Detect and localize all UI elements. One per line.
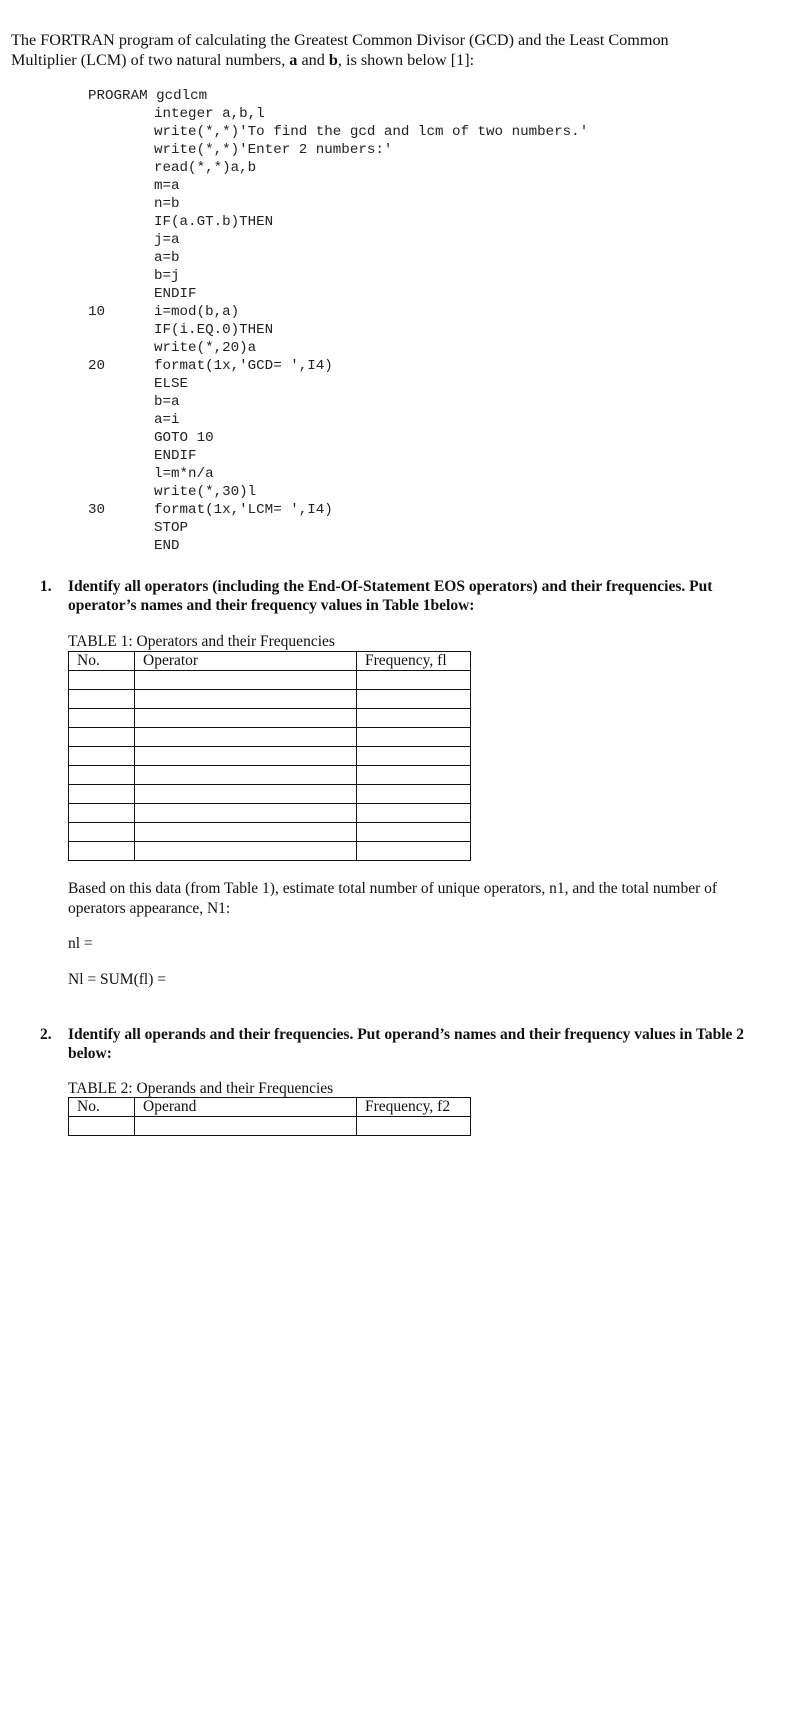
intro-paragraph	[11, 31, 731, 70]
table-1-cell-frequency[interactable]	[357, 823, 471, 842]
code-statement: write(*,*)'To find the gcd and lcm of two numbers.'	[154, 124, 589, 140]
code-statement: a=i	[154, 412, 180, 428]
code-statement: l=m*n/a	[154, 466, 214, 482]
table-1-cell-name[interactable]	[135, 842, 357, 861]
table-1-cell-no[interactable]	[69, 842, 135, 861]
table-2-header-row	[69, 1098, 471, 1117]
code-header-line	[0, 87, 208, 105]
table-1-cell-no[interactable]	[69, 823, 135, 842]
table-1-row	[69, 728, 471, 747]
intro-and: and	[297, 50, 329, 69]
code-statement-label: 20	[88, 358, 106, 374]
table-1-cell-frequency[interactable]	[357, 671, 471, 690]
code-statement: i=mod(b,a)	[154, 304, 240, 320]
table-1-header-frequency: Frequency, fl	[357, 652, 471, 671]
code-statement: n=b	[154, 196, 180, 212]
table-1-cell-name[interactable]	[135, 766, 357, 785]
table-1-row	[69, 785, 471, 804]
code-statement: format(1x,'LCM= ',I4)	[154, 502, 333, 518]
code-statement: GOTO 10	[154, 430, 214, 446]
table-2-header-frequency: Frequency, f2	[357, 1098, 471, 1117]
question-2-text: Identify all operands and their frequencies. Put operand’s names and their frequency values in Table 2 below:	[68, 1026, 745, 1062]
code-statement: integer a,b,l	[154, 106, 265, 122]
estimate-paragraph: Based on this data (from Table 1), estimate total number of unique operators, n1, and the total number of operators appearance, N1:	[68, 880, 718, 917]
table-1-header-row	[69, 652, 471, 671]
code-statement: a=b	[154, 250, 180, 266]
table-1-cell-frequency[interactable]	[357, 804, 471, 823]
table-1-cell-frequency[interactable]	[357, 709, 471, 728]
table-1-cell-name[interactable]	[135, 671, 357, 690]
table-1-cell-frequency[interactable]	[357, 690, 471, 709]
table-2-cell-no[interactable]	[69, 1117, 135, 1136]
table-2-cell-name[interactable]	[135, 1117, 357, 1136]
table-1-cell-no[interactable]	[69, 709, 135, 728]
table-1-cell-frequency[interactable]	[357, 766, 471, 785]
table-2-operands	[68, 1097, 471, 1136]
formula-N1-sum: Nl = SUM(fl) =	[68, 971, 166, 988]
table-1-operators	[68, 651, 471, 861]
table-1-cell-no[interactable]	[69, 728, 135, 747]
table-1-row	[69, 804, 471, 823]
table-2-header-no: No.	[69, 1098, 135, 1117]
code-statement: format(1x,'GCD= ',I4)	[154, 358, 333, 374]
table-1-cell-name[interactable]	[135, 823, 357, 842]
table-2-cell-frequency[interactable]	[357, 1117, 471, 1136]
code-statement-label: 10	[88, 304, 106, 320]
table-2-header-operand: Operand	[135, 1098, 357, 1117]
code-statement: ENDIF	[154, 286, 197, 302]
code-statement: IF(i.EQ.0)THEN	[154, 322, 274, 338]
question-1-number: 1.	[40, 578, 52, 595]
table-1-cell-name[interactable]	[135, 785, 357, 804]
code-program-header: PROGRAM gcdlcm	[88, 88, 208, 104]
table-1-cell-no[interactable]	[69, 671, 135, 690]
code-statement: b=a	[154, 394, 180, 410]
intro-text-1: The FORTRAN program of calculating the Greatest Common Divisor (GCD) and the Least Common Multiplier (LCM) of two natural numbers,	[11, 31, 669, 69]
code-statement: read(*,*)a,b	[154, 160, 257, 176]
code-statement: b=j	[154, 268, 180, 284]
table-2-caption: TABLE 2: Operands and their Frequencies	[68, 1080, 334, 1097]
code-statement: write(*,20)a	[154, 340, 257, 356]
table-1-cell-no[interactable]	[69, 766, 135, 785]
code-statement: m=a	[154, 178, 180, 194]
table-1-cell-no[interactable]	[69, 690, 135, 709]
table-1-cell-name[interactable]	[135, 709, 357, 728]
intro-var-a: a	[289, 50, 298, 69]
table-1-cell-frequency[interactable]	[357, 785, 471, 804]
table-1-row	[69, 690, 471, 709]
table-1-row	[69, 709, 471, 728]
table-1-cell-frequency[interactable]	[357, 842, 471, 861]
code-statement: ENDIF	[154, 448, 197, 464]
code-statement: ELSE	[154, 376, 189, 392]
intro-text-2: , is shown below [1]:	[337, 50, 475, 69]
table-1-cell-name[interactable]	[135, 728, 357, 747]
question-1-text: Identify all operators (including the End-Of-Statement EOS operators) and their frequencies. Put operator’s names and their frequency values in Table 1below:	[68, 578, 713, 614]
table-1-header-operator: Operator	[135, 652, 357, 671]
table-1-caption: TABLE 1: Operators and their Frequencies	[68, 633, 335, 650]
table-1-cell-frequency[interactable]	[357, 747, 471, 766]
table-1-cell-name[interactable]	[135, 690, 357, 709]
code-statement: END	[154, 538, 180, 554]
table-1-cell-frequency[interactable]	[357, 728, 471, 747]
formula-n1: nl =	[68, 935, 93, 952]
table-1-row	[69, 766, 471, 785]
table-1-row	[69, 823, 471, 842]
table-1-cell-no[interactable]	[69, 785, 135, 804]
code-statement: j=a	[154, 232, 180, 248]
table-1-header-no: No.	[69, 652, 135, 671]
table-1-row	[69, 747, 471, 766]
code-statement: IF(a.GT.b)THEN	[154, 214, 274, 230]
code-statement-label: 30	[88, 502, 106, 518]
table-1-cell-name[interactable]	[135, 747, 357, 766]
code-statement: write(*,*)'Enter 2 numbers:'	[154, 142, 393, 158]
table-1-cell-no[interactable]	[69, 804, 135, 823]
intro-var-b: b	[328, 50, 338, 69]
table-1-cell-name[interactable]	[135, 804, 357, 823]
code-statement: write(*,30)l	[154, 484, 257, 500]
table-2-row	[69, 1117, 471, 1136]
table-1-cell-no[interactable]	[69, 747, 135, 766]
code-statement: STOP	[154, 520, 189, 536]
table-1-row	[69, 842, 471, 861]
question-2-number: 2.	[40, 1026, 52, 1043]
table-1-row	[69, 671, 471, 690]
